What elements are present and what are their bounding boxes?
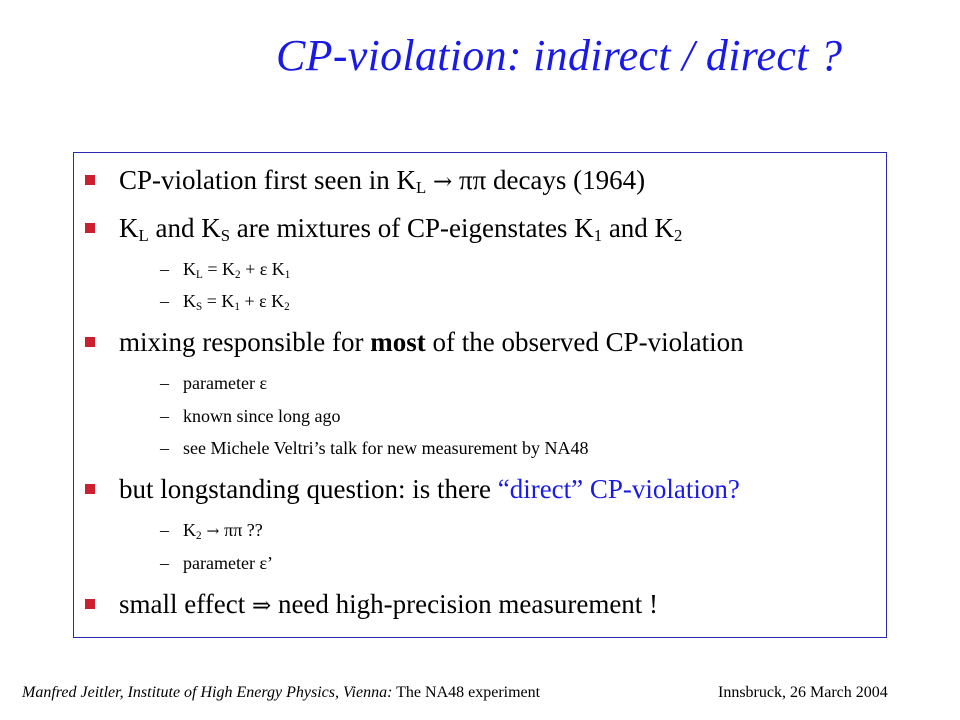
bullet-item-mixing: mixing responsible for most of the observed CP-violation [119, 327, 744, 357]
sub-item-veltri-talk: – see Michele Veltri’s talk for new measurement by NA48 [160, 438, 589, 458]
bullet-item-longstanding-question: but longstanding question: is there “direct” CP-violation? [119, 474, 740, 504]
sub-item-ks-equation: – $K_S = K_1 + \varepsilon$ $K_2$ [160, 291, 290, 313]
bullet-icon [85, 599, 95, 609]
sub-item-parameter-epsilon-prime: – parameter ε’ [160, 553, 273, 573]
right-arrow-icon: → [432, 169, 453, 195]
footer-place-date: Innsbruck, 26 March 2004 [718, 684, 888, 701]
bullet-icon [85, 337, 95, 347]
bullet-item-mixtures: $K_L$ and $K_S$ are mixtures of CP-eigenstates $K_1$ and $K_2$ [119, 213, 683, 246]
implies-arrow-icon: ⇒ [251, 593, 272, 619]
footer-author: Manfred Jeitler, Institute of High Energy Physics, Vienna: The NA48 experiment [22, 684, 541, 701]
bullet-item-cp-first-seen: CP-violation first seen in $K_L \to \pi\pi$ decays (1964) [119, 165, 646, 198]
sub-item-k2-pipi: – $K_2 \to \pi\pi$ ?? [160, 520, 263, 542]
bullet-icon [85, 223, 95, 233]
sub-item-parameter-epsilon: – parameter ε [160, 373, 268, 393]
bullet-item-small-effect: small effect ⇒ need high-precision measurement ! [119, 589, 659, 619]
bullet-icon [85, 484, 95, 494]
slide-title: CP-violation: indirect / direct ? [276, 31, 843, 80]
right-arrow-icon: → [201, 522, 225, 540]
sub-item-kl-equation: – $K_L = K_2 + \varepsilon$ $K_1$ [160, 259, 291, 281]
sub-item-known-since: – known since long ago [160, 406, 341, 426]
content-box [73, 152, 887, 638]
bullet-icon [85, 175, 95, 185]
